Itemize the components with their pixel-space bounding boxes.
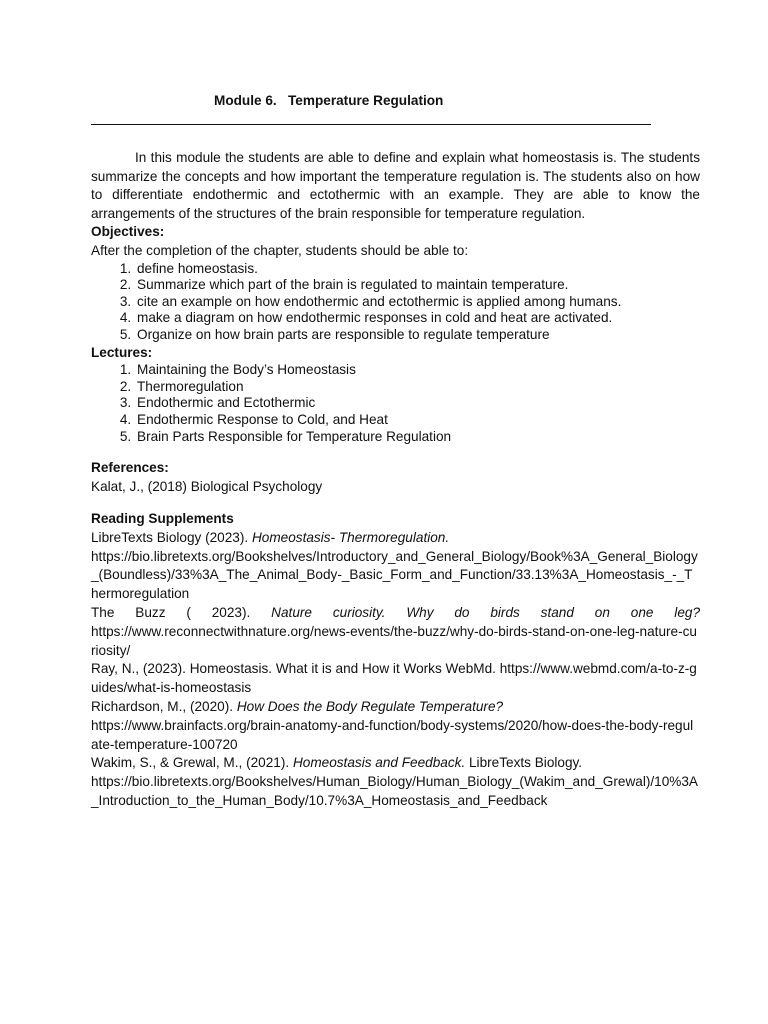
supplement-title: Nature curiosity. Why do birds stand on one leg? — [271, 605, 701, 621]
list-item: 4. Endothermic Response to Cold, and Heat — [135, 412, 700, 429]
supplement-author: Wakim, S., & Grewal, M., (2021). — [91, 755, 293, 771]
document-body — [91, 149, 700, 811]
lectures-heading: Lectures: — [91, 344, 153, 360]
title-underline — [91, 124, 651, 125]
supplement-url-link[interactable]: https://bio.libretexts.org/Bookshelves/Human_Biology/Human_Biology_(Wakim_and_Grewal)/10%3A_Introduction_to_the_Human_Body/10.7%3A_Homeostasis_and_Feedback — [91, 774, 698, 809]
supplement-url-link[interactable]: https://www.webmd.com/a-to-z-guides/what-is-homeostasis — [91, 661, 697, 696]
list-item: 2. Thermoregulation — [135, 379, 700, 396]
intro-paragraph: In this module the students are able to define and explain what homeostasis is. The students summarize the concepts and how important the temperature regulation is. The students also on how to differentiate endothermic and ectothermic with an example. They are able to know the arrangements of the structures of the brain responsible for temperature regulation. — [91, 150, 700, 221]
supplement-url-link[interactable]: https://www.reconnectwithnature.org/news-events/the-buzz/why-do-birds-stand-on-one-leg-nature-curiosity/ — [91, 623, 697, 658]
supplement-entry — [91, 698, 700, 717]
reading-supplements-heading: Reading Supplements — [91, 511, 234, 527]
objectives-heading: Objectives: — [91, 224, 165, 240]
reference-entry: Kalat, J., (2018) Biological Psychology — [91, 478, 323, 494]
supplement-author: Ray, N., (2023). Homeostasis. What it is and How it Works WebMd. — [91, 661, 500, 677]
supplement-url-link[interactable]: https://bio.libretexts.org/Bookshelves/Introductory_and_General_Biology/Book%3A_General_Biology_(Boundless)/33%3A_The_Animal_Body-_Basic_Form_and_Function/33.13%3A_Homeostasis_-_Thermoregulation — [91, 548, 698, 602]
supplements-list — [91, 529, 700, 811]
module-title: Module 6. Temperature Regulation — [214, 93, 444, 108]
supplement-author: Richardson, M., (2020). — [91, 699, 237, 715]
lectures-list — [91, 362, 700, 445]
list-item: 3. Endothermic and Ectothermic — [135, 395, 700, 412]
supplement-publisher: LibreTexts Biology. — [465, 755, 583, 771]
supplement-title: How Does the Body Regulate Temperature? — [236, 699, 504, 715]
supplement-entry — [91, 604, 700, 623]
objectives-list — [91, 261, 700, 344]
list-item: 5. Organize on how brain parts are responsible to regulate temperature — [135, 327, 700, 344]
references-heading: References: — [91, 460, 169, 476]
supplement-title: Homeostasis and Feedback. — [292, 755, 466, 771]
supplement-entry — [91, 754, 700, 773]
list-item: 1. Maintaining the Body’s Homeostasis — [135, 362, 700, 379]
supplement-author: LibreTexts Biology (2023). — [91, 529, 252, 545]
supplement-title: Homeostasis- Thermoregulation. — [251, 529, 450, 545]
list-item: 2. Summarize which part of the brain is regulated to maintain temperature. — [135, 277, 700, 294]
section-spacer — [91, 445, 700, 459]
objectives-lead: After the completion of the chapter, students should be able to: — [91, 242, 469, 258]
supplement-url-link[interactable]: https://www.brainfacts.org/brain-anatomy-and-function/body-systems/2020/how-does-the-body-regulate-temperature-100720 — [91, 717, 694, 752]
list-item: 4. make a diagram on how endothermic responses in cold and heat are activated. — [135, 310, 700, 327]
list-item: 3. cite an example on how endothermic and ectothermic is applied among humans. — [135, 294, 700, 311]
list-item: 1. define homeostasis. — [135, 261, 700, 278]
supplement-entry — [91, 529, 700, 548]
list-item: 5. Brain Parts Responsible for Temperature Regulation — [135, 429, 700, 446]
section-spacer — [91, 496, 700, 510]
supplement-entry — [91, 660, 700, 698]
supplement-author: The Buzz ( 2023). — [91, 605, 272, 621]
